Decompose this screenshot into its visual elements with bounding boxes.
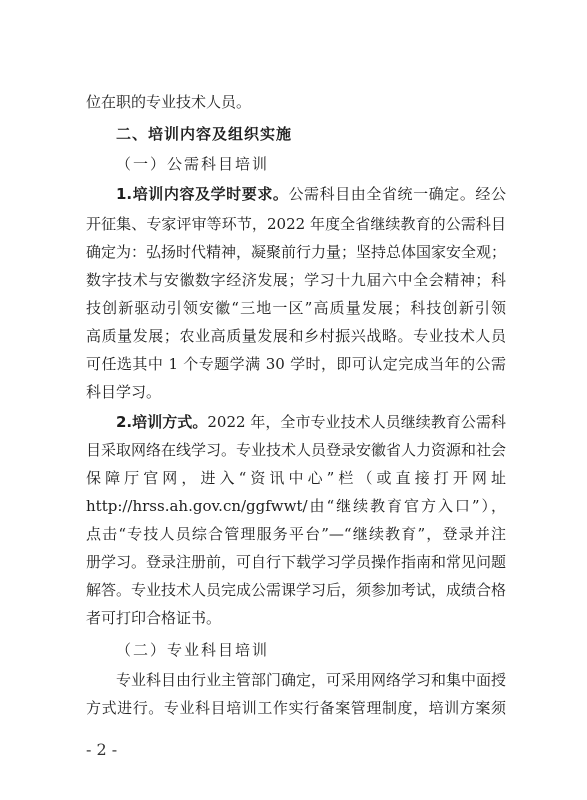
paragraph-line: http://hrss.ah.gov.cn/ggfwwt/由“继续教育官方入口”）， (86, 497, 506, 515)
section-heading: 二、培训内容及组织实施 (116, 125, 293, 143)
bold-lead: 1.培训内容及学时要求。 (116, 185, 289, 203)
paragraph-line (116, 184, 506, 204)
paragraph-line: 方式进行。专业科目培训工作实行备案管理制度，培训方案须 (86, 699, 506, 717)
paragraph-line: 解答。专业技术人员完成公需课学习后，须参加考试，成绩合格 (86, 581, 507, 599)
paragraph-line: 者可打印合格证书。 (86, 609, 222, 627)
subsection-heading: （一）公需科目培训 (116, 155, 270, 173)
subsection-heading: （二）专业科目培训 (116, 641, 270, 659)
bold-lead: 2.培训方式。 (116, 413, 208, 431)
paragraph-line: 位在职的专业技术人员。 (86, 93, 252, 111)
paragraph-line: 数字技术与安徽数字经济发展；学习十九届六中全会精神；科 (86, 271, 506, 289)
paragraph-line: 高质量发展；农业高质量发展和乡村振兴战略。专业技术人员 (86, 327, 506, 345)
paragraph-line: 目采取网络在线学习。专业技术人员登录安徽省人力资源和社会 (86, 441, 507, 459)
paragraph-line: 开征集、专家评审等环节，2022 年度全省继续教育的公需科目 (86, 215, 506, 233)
paragraph-line: 册学习。登录注册前，可自行下载学习学员操作指南和常见问题 (86, 553, 507, 571)
paragraph-line: 技创新驱动引领安徽“三地一区”高质量发展；科技创新引领 (86, 299, 506, 317)
paragraph-line (116, 412, 506, 432)
paragraph-line: 确定为：弘扬时代精神，凝聚前行力量；坚持总体国家安全观； (86, 243, 507, 261)
page-number: - 2 - (86, 740, 118, 759)
paragraph-text: 公需科目由全省统一确定。经公 (288, 185, 506, 203)
paragraph-line: 保障厅官网，进入“资讯中心”栏（或直接打开网址 (86, 469, 506, 487)
paragraph-line: 专业科目由行业主管部门确定，可采用网络学习和集中面授 (116, 671, 507, 689)
paragraph-line: 科目学习。 (86, 383, 162, 401)
paragraph-line: 可任选其中 1 个专题学满 30 学时，即可认定完成当年的公需 (86, 355, 506, 373)
paragraph-line: 点击“专技人员综合管理服务平台”—“继续教育”，登录并注 (86, 525, 506, 543)
paragraph-text: 2022 年，全市专业技术人员继续教育公需科 (207, 413, 506, 431)
